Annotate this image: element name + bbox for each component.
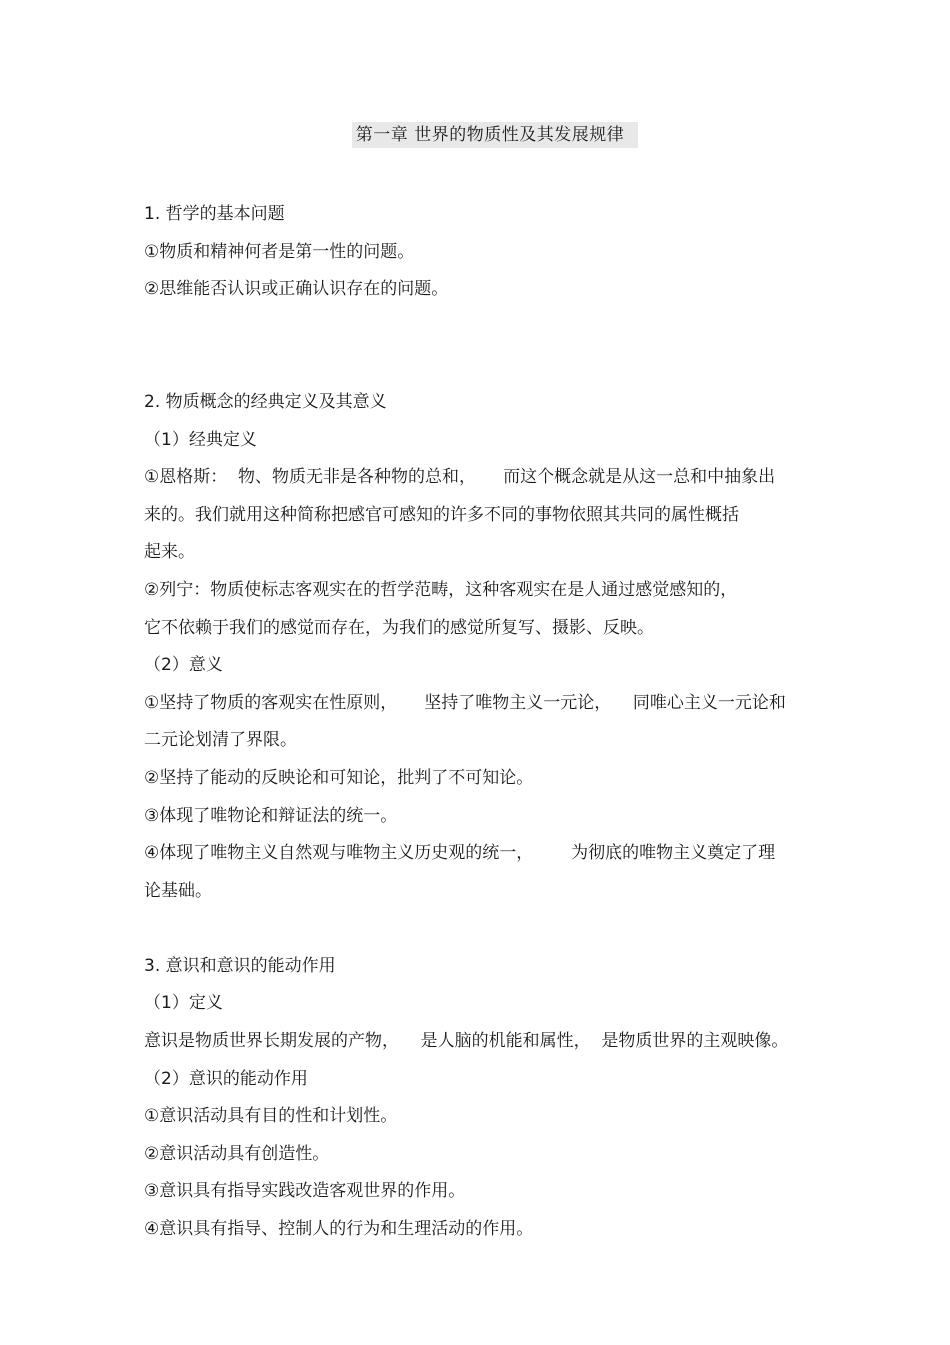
body-line: ①坚持了物质的客观实在性原则， 坚持了唯物主义一元论， 同唯心主义一元论和 xyxy=(144,692,786,713)
body-line: ①意识活动具有目的性和计划性。 xyxy=(144,1106,398,1127)
subsection-heading: （1）定义 xyxy=(144,993,223,1014)
body-line: ①恩格斯： 物、物质无非是各种物的总和， 而这个概念就是从这一总和中抽象出 xyxy=(144,467,776,488)
body-line: ②思维能否认识或正确认识存在的问题。 xyxy=(144,279,449,300)
section-gap xyxy=(144,910,804,948)
body-line: ④意识具有指导、控制人的行为和生理活动的作用。 xyxy=(144,1219,534,1240)
subsection-heading: （2）意识的能动作用 xyxy=(144,1068,308,1089)
body-line: 起来。 xyxy=(144,542,195,563)
document-body xyxy=(144,196,804,1249)
body-line: 论基础。 xyxy=(144,880,212,901)
body-line: ②意识活动具有创造性。 xyxy=(144,1143,330,1164)
subsection-heading: （2）意义 xyxy=(144,655,223,676)
subsection-heading: （1）经典定义 xyxy=(144,429,257,450)
section-heading: 1. 哲学的基本问题 xyxy=(144,204,285,224)
section-heading: 3. 意识和意识的能动作用 xyxy=(144,955,336,976)
section-heading: 2. 物质概念的经典定义及其意义 xyxy=(144,391,387,412)
body-line: 来的。我们就用这种简称把感官可感知的许多不同的事物依照其共同的属性概括 xyxy=(144,504,739,525)
body-line: 意识是物质世界长期发展的产物， 是人脑的机能和属性， 是物质世界的主观映像。 xyxy=(144,1031,789,1052)
section-gap xyxy=(144,346,804,384)
title-wrap xyxy=(0,122,950,148)
section-gap xyxy=(144,309,804,347)
body-line: ②列宁：物质使标志客观实在的哲学范畴，这种客观实在是人通过感觉感知的， xyxy=(144,579,738,600)
body-line: ②坚持了能动的反映论和可知论，批判了不可知论。 xyxy=(144,767,534,788)
body-line: ③意识具有指导实践改造客观世界的作用。 xyxy=(144,1181,466,1202)
body-line: 它不依赖于我们的感觉而存在，为我们的感觉所复写、摄影、反映。 xyxy=(144,617,654,638)
body-line: 二元论划清了界限。 xyxy=(144,730,297,751)
body-line: ①物质和精神何者是第一性的问题。 xyxy=(144,241,415,262)
chapter-title: 第一章 世界的物质性及其发展规律 xyxy=(352,122,638,148)
body-line: ④体现了唯物主义自然观与唯物主义历史观的统一， 为彻底的唯物主义奠定了理 xyxy=(144,843,776,864)
body-line: ③体现了唯物论和辩证法的统一。 xyxy=(144,805,398,826)
